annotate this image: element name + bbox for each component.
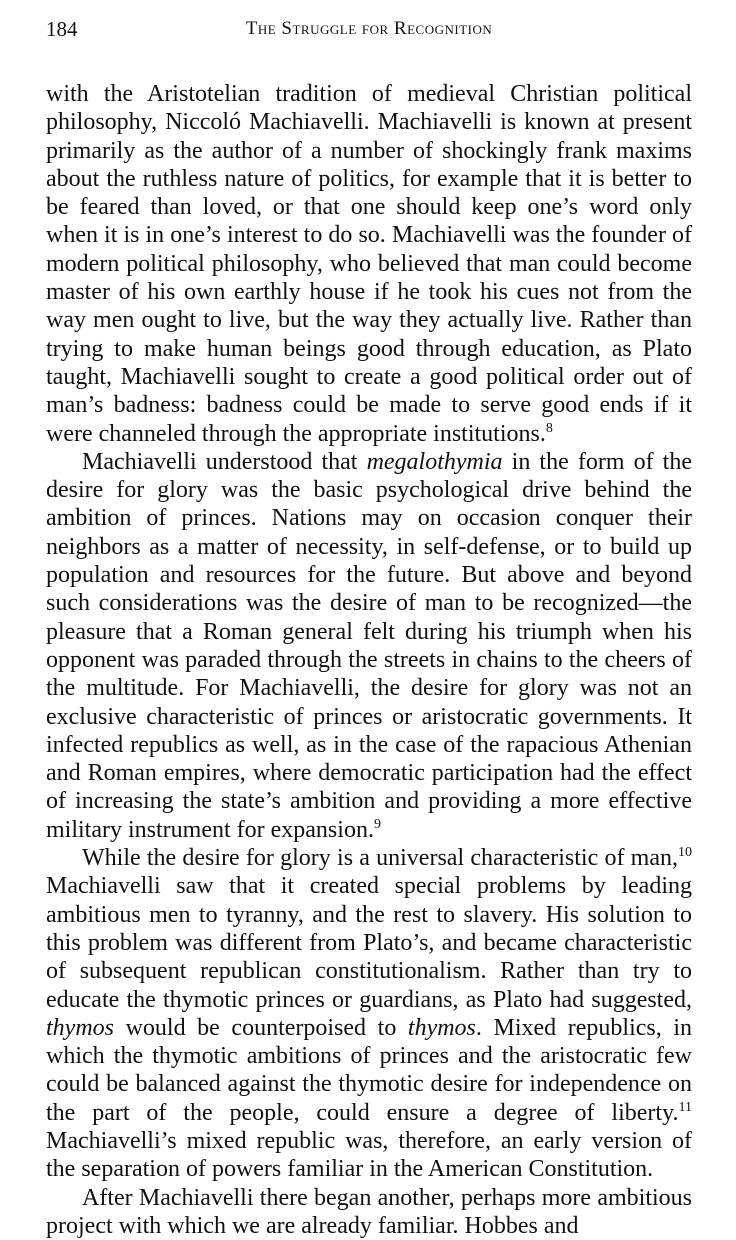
italic-text: thymos	[46, 1014, 114, 1041]
text-run: with the Aristotelian tradition of medieval Christian political philosophy, Niccoló Machiavelli. Machiavelli is known at present primarily as the author of a number of shockingly frank maxims about the ruthless nature of politics, for example that it is better to be feared than loved, or that one should keep one’s word only when it is in one’s interest to do so. Machiavelli was the founder of modern political philosophy, who believed that man could become master of his own earthly house if he took his cues not from the way men ought to live, but the way they actually live. Rather than trying to make human beings good through education, as Plato taught, Machiavelli sought to create a good political order out of man’s badness: badness could be made to serve good ends if it were channeled through the appropriate institutions.	[46, 81, 692, 447]
page-number: 184	[46, 17, 78, 41]
footnote-marker: 10	[678, 845, 692, 861]
footnote-marker: 11	[678, 1099, 692, 1115]
text-run: Machiavelli understood that	[82, 448, 367, 475]
text-run: Machiavelli saw that it created special problems by leading ambitious men to tyranny, and the rest to slavery. His solution to this problem was different from Plato’s, and became characteristic of subsequent republican constitutionalism. Rather than try to educate the thymotic princes or guardians, as Plato had suggested,	[46, 873, 692, 1013]
text-run: While the desire for glory is a universal characteristic of man,	[82, 845, 678, 872]
body-text	[46, 80, 692, 1240]
paragraph	[46, 448, 692, 844]
text-run: would be counterpoised to	[114, 1014, 408, 1041]
footnote-marker: 9	[373, 816, 381, 832]
page-header	[46, 14, 692, 44]
footnote-marker: 8	[545, 420, 553, 436]
italic-text: megalothymia	[366, 448, 503, 475]
paragraph	[46, 80, 692, 448]
text-run: After Machiavelli there began another, perhaps more ambitious project with which we are already familiar. Hobbes and	[46, 1184, 692, 1239]
paragraph	[46, 1184, 692, 1240]
running-head: The Struggle for Recognition	[245, 18, 493, 39]
italic-text: thymos	[407, 1014, 476, 1041]
text-run: . Mixed republics, in which the thymotic ambitions of princes and the aristocratic few could be balanced against the thymotic desire for independence on the part of the people, could ensure a degree of liberty.	[46, 1014, 692, 1126]
paragraph	[46, 844, 692, 1184]
text-run: in the form of the desire for glory was the basic psychological drive behind the ambition of princes. Nations may on occasion conquer their neighbors as a matter of necessity, in self-defense, or to build up population and resources for the future. But above and beyond such considerations was the desire of man to be recognized—the pleasure that a Roman general felt during his triumph when his opponent was paraded through the streets in chains to the cheers of the multitude. For Machiavelli, the desire for glory was not an exclusive characteristic of princes or aristocratic governments. It infected republics as well, as in the case of the rapacious Athenian and Roman empires, where democratic participation had the effect of increasing the state’s ambition and providing a more effective military instrument for expansion.	[46, 448, 692, 843]
text-run: Machiavelli’s mixed republic was, therefore, an early version of the separation of powers familiar in the American Constitution.	[46, 1127, 692, 1183]
